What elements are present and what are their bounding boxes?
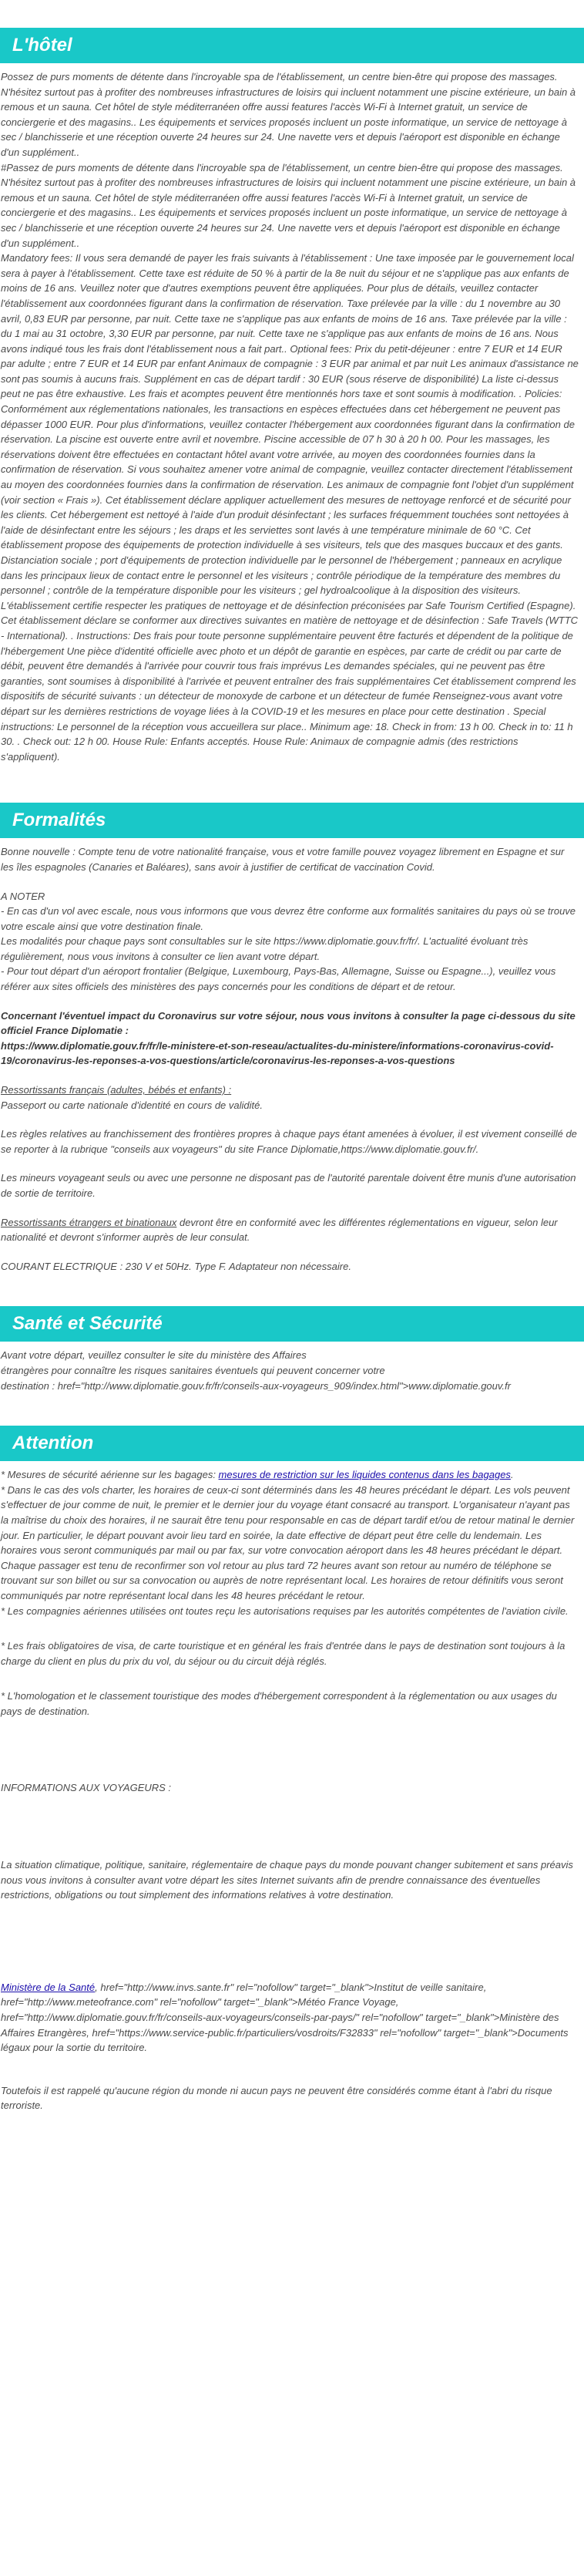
sante-section	[0, 1274, 584, 1393]
formalites-intro: Bonne nouvelle : Compte tenu de votre nationalité française, vous et votre famille pouvez voyagez librement en Espagne et sur les îles espagnoles (Canaries et Baléares), sans avoir à justifier de certificat de vaccination Covid.	[1, 846, 567, 873]
anoter-body: - En cas d'un vol avec escale, nous vous informons que vous devrez être conforme aux formalités sanitaires du pays où se trouve votre escale ainsi que votre destination finale. Les modalités pour chaque pays sont consultables sur le site https://www.diplomatie.gouv.fr/fr/. L'actualité évoluant très régulièrement, nous vous invitons à consulter ce lien avant votre départ. - Pour tout départ d'un aéroport frontalier (Belgique, Luxembourg, Pays-Bas, Allemagne, Suisse ou Espagne...), veuillez vous référer aux sites officiels des ministères des pays concernés pour les conditions de départ et de retour.	[1, 905, 576, 993]
mesures-prefix: * Mesures de sécurité aérienne sur les bagages:	[1, 1469, 219, 1481]
coronavirus-notice: Concernant l'éventuel impact du Coronavirus sur votre séjour, nous vous invitons à consulter la page ci-dessous du site officiel France Diplomatie : https://www.diplomatie.gouv.fr/fr/le-ministere-et-son-reseau/actualites-du-ministere/informations-coronavirus-covid-19/coronavirus-les-reponses-a-vos-questions/article/coronavirus-les-reponses-a-vos-questions	[1, 1009, 576, 1067]
ressortissants-title: Ressortissants français (adultes, bébés et enfants) :	[1, 1084, 232, 1096]
mesures-liquides-link[interactable]: mesures de restriction sur les liquides contenus dans les bagages	[218, 1469, 511, 1481]
vols-charter: * Dans le cas des vols charter, les horaires de ceux-ci sont déterminés dans les 48 heures précédant le départ. Les vols peuvent s'effectuer de jour comme de nuit, le premier et le dernier jour du voyage étant consacré au transport. L'organisateur n'ayant pas la maîtrise du choix des horaires, il ne saurait être tenu pour responsable en cas de départ tardif et/ou de retour matinal le dernier jour. En particulier, le départ pouvant avoir lieu tard en soirée, la date effective de départ peut être celle du lendemain. Les horaires vous seront communiqués par mail ou par fax, sur votre convocation aéroport dans les 48 heures précédant le départ. Chaque passager est tenu de reconfirmer son vol retour au plus tard 72 heures avant son retour au numéro de téléphone se trouvant sur son billet ou sur sa convocation ou auprès de notre représentant local. Les horaires de retour définitifs vous seront communiqués par notre représentant local dans les 48 heures précédant le retour. * Les compagnies aériennes utilisées ont toutes reçu les autorisations requises par les autorités compétentes de l'aviation civile.	[1, 1483, 575, 1617]
mesures-suffix: .	[510, 1469, 514, 1481]
binationaux-text: devront être en conformité avec les différentes réglementations en vigueur, selon leur nationalité et devront s'informer auprès de leur consulat.	[1, 1216, 561, 1244]
ministere-links	[0, 1980, 579, 2056]
ministere-links-text: , href="http://www.invs.sante.fr" rel="nofollow" target="_blank">Institut de veille sanitaire, href="http://www.meteofrance.com" rel="nofollow" target="_blank">Météo France Voyage, href="http://www.diplomatie.gouv.fr/fr/conseils-aux-voyageurs/conseils-par-pays/" rel="nofollow" target="_blank">Ministère des Affaires Etrangères, href="https://www.service-public.fr/particuliers/vosdroits/F32833" rel="nofollow" target="_blank">Documents légaux pour la sortie du territoire.	[1, 1981, 572, 2054]
anoter-title: A NOTER	[1, 890, 45, 902]
situation-notice: La situation climatique, politique, sanitaire, réglementaire de chaque pays du monde pouvant changer subitement et sans préavis nous vous invitons à consulter avant votre départ les sites Internet suivants afin de prendre connaissance des éventuelles restrictions, obligations ou tout simplement des informations relatives à votre destination.	[1, 1859, 573, 1901]
hotel-section	[0, 0, 584, 764]
informations-voyageurs-title: INFORMATIONS AUX VOYAGEURS :	[1, 1782, 172, 1794]
hotel-description: Possez de purs moments de détente dans l'incroyable spa de l'établissement, un centre bien-être qui propose des massages. N'hésitez surtout pas à profiter des nombreuses infrastructures de loisirs qui incluent notamment une piscine extérieure, un bain à remous et un sauna. Cet hôtel de style méditerranéen offre aussi features l'accès Wi-Fi à Internet gratuit, un service de conciergerie et des magasins.. Les équipements et services proposés incluent un poste informatique, un service de nettoyage à sec / blanchisserie et une réception ouverte 24 heures sur 24. Une navette vers et depuis l'aéroport est disponible en échange d'un supplément.. #Passez de purs moments de détente dans l'incroyable spa de l'établissement, un centre bien-être qui propose des massages. N'hésitez surtout pas à profiter des nombreuses infrastructures de loisirs qui incluent notamment une piscine extérieure, un bain à remous et un sauna. Cet hôtel de style méditerranéen offre aussi features l'accès Wi-Fi à Internet gratuit, un service de conciergerie et des magasins.. Les équipements et services proposés incluent un poste informatique, un service de nettoyage à sec / blanchisserie et une réception ouverte 24 heures sur 24. Une navette vers et depuis l'aéroport est disponible en échange d'un supplément.. Mandatory fees: Il vous sera demandé de payer les frais suivants à l'établissement : Une taxe imposée par le gouvernement local sera à payer à l'établissement. Cette taxe est réduite de 50 % à partir de la 8e nuit du séjour et ne s'applique pas aux enfants de moins de 16 ans. Veuillez noter que d'autres exemptions peuvent être appliquées. Pour plus de détails, veuillez contacter l'établissement aux coordonnées figurant dans la confirmation de réservation. Taxe prélevée par la ville : du 1 novembre au 30 avril, 0,83 EUR par personne, par nuit. Cette taxe ne s'applique pas aux enfants de moins de 16 ans. Taxe prélevée par la ville : du 1 mai au 31 octobre, 3,30 EUR par personne, par nuit. Cette taxe ne s'applique pas aux enfants de moins de 16 ans. Nous avons indiqué tous les frais dont l'établissement nous a fait part.. Optional fees: Prix du petit-déjeuner : entre 7 EUR et 14 EUR par adulte ; entre 7 EUR et 14 EUR par enfant Animaux de compagnie : 3 EUR par animal et par nuit Les animaux d'assistance ne sont pas soumis à aucuns frais. Supplément en cas de départ tardif : 30 EUR (sous réserve de disponibilité) La liste ci-dessus peut ne pas être exhaustive. Les frais et acomptes peuvent être mentionnés hors taxe et sont soumis à modification. . Policies: Conformément aux réglementations nationales, les transactions en espèces effectuées dans cet hébergement ne peuvent pas dépasser 1000 EUR. Pour plus d'informations, veuillez contacter l'hébergement aux coordonnées figurant dans la confirmation de réservation. La piscine est ouverte entre avril et novembre. Piscine accessible de 07 h 30 à 20 h 00. Pour les massages, les réservations doivent être effectuées en contactant hôtel avant votre arrivée, au moyen des coordonnées fournies dans la confirmation de réservation. Si vous souhaitez amener votre animal de compagnie, veuillez contacter directement l'établissement au moyen des coordonnées fournies dans la confirmation de réservation. Les animaux de compagnie font l'objet d'un supplément (voir section « Frais »). Cet établissement déclare appliquer actuellement des mesures de nettoyage renforcé et de sécurité pour les clients. Cet hébergement est nettoyé à l'aide d'un produit désinfectant ; les surfaces fréquemment touchées sont nettoyées à l'aide de désinfectant entre les séjours ; les draps et les serviettes sont lavés à une température minimale de 60 °C. Cet établissement propose des équipements de protection individuelle à ses visiteurs, tels que des masques buccaux et des gants. Distanciation sociale ; port d'équipements de protection individuelle par le personnel de l'hébergement ; panneaux en acrylique dans les principaux lieux de contact entre le personnel et les visiteurs ; contrôle périodique de la température des membres du personnel ; contrôle de la température disponible pour les visiteurs ; gel hydroalcoolique à la disposition des visiteurs. L'établissement certifie respecter les pratiques de nettoyage et de désinfection préconisées par Safe Tourism Certified (Espagne). Cet établissement déclare se conformer aux directives suivantes en matière de nettoyage et de désinfection : Safe Travels (WTTC - International). . Instructions: Des frais pour toute personne supplémentaire peuvent être facturés et dépendent de la politique de l'hébergement Une pièce d'identité officielle avec photo et un dépôt de garantie en espèces, par carte de crédit ou par carte de débit, peuvent être demandés à l'arrivée pour couvrir tous frais imprévus Les demandes spéciales, qui ne peuvent pas être garanties, sont soumises à disponibilité à l'arrivée et peuvent entraîner des frais supplémentaires Cet établissement comprend les dispositifs de sécurité suivants : un détecteur de monoxyde de carbone et un détecteur de fumée Renseignez-vous avant votre départ sur les dernières restrictions de voyage liées à la COVID-19 et les mesures en place pour cette destination . Special instructions: Le personnel de la réception vous accueillera sur place.. Minimum age: 18. Check in from: 13 h 00. Check in to: 11 h 30. . Check out: 12 h 00. House Rule: Enfants acceptés. House Rule: Animaux de compagnie admis (des restrictions s'appliquent).	[1, 71, 579, 763]
hotel-section-title: L'hôtel	[0, 28, 584, 63]
sante-section-title: Santé et Sécurité	[0, 1306, 584, 1342]
frais-visa: * Les frais obligatoires de visa, de carte touristique et en général les frais d'entrée dans le pays de destination sont toujours à la charge du client en plus du prix du vol, du séjour ou du circuit déjà réglés.	[1, 1640, 568, 1667]
attention-section-title: Attention	[0, 1426, 584, 1461]
formalites-section	[0, 764, 584, 1274]
ministere-sante-link[interactable]: Ministère de la Santé	[1, 1981, 96, 1993]
attention-section	[0, 1393, 584, 2113]
binationaux-notice	[0, 1215, 579, 1245]
ressortissants-body: Passeport ou carte nationale d'identité en cours de validité.	[1, 1099, 263, 1111]
sante-body: Avant votre départ, veuillez consulter le site du ministère des Affaires étrangères pour connaître les risques sanitaires éventuels qui peuvent concerner votre destination : href="http://www.diplomatie.gouv.fr/fr/conseils-aux-voyageurs_909/index.html">www.diplomatie.gouv.fr	[1, 1349, 511, 1392]
binationaux-label: Ressortissants étrangers et binationaux	[1, 1216, 177, 1228]
courant-electrique: COURANT ELECTRIQUE : 230 V et 50Hz. Type F. Adaptateur non nécessaire.	[1, 1260, 351, 1272]
mesures-bagages	[0, 1467, 579, 1483]
regles-frontieres: Les règles relatives au franchissement des frontières propres à chaque pays étant amenées à évoluer, il est vivement conseillé de se reporter à la rubrique "conseils aux voyageurs" du site France Diplomatie,https://www.diplomatie.gouv.fr/.	[1, 1128, 580, 1155]
formalites-section-title: Formalités	[0, 803, 584, 838]
homologation: * L'homologation et le classement touristique des modes d'hébergement correspondent à la réglementation ou aux usages du pays de destination.	[1, 1690, 560, 1717]
mineurs-notice: Les mineurs voyageant seuls ou avec une personne ne disposant pas de l'autorité parentale doivent être munis d'une autorisation de sortie de territoire.	[1, 1172, 579, 1199]
terrorisme-notice: Toutefois il est rappelé qu'aucune région du monde ni aucun pays ne peuvent être considérés comme étant à l'abri du risque terroriste.	[1, 2084, 555, 2112]
